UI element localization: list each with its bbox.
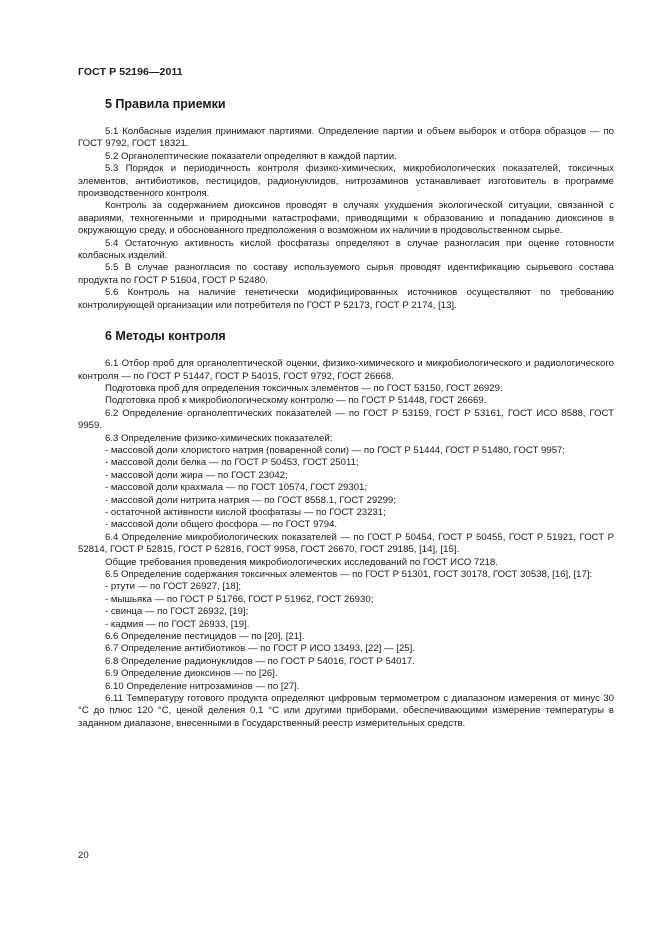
paragraph: 6.8 Определение радионуклидов — по ГОСТ Р 54016, ГОСТ Р 54017. — [105, 655, 415, 667]
list-item: - массовой доли жира — по ГОСТ 23042; — [105, 469, 288, 481]
section-6-heading: 6 Методы контроля — [105, 329, 226, 344]
paragraph: 6.6 Определение пестицидов — по [20], [21]. — [105, 631, 305, 643]
paragraph: Подготовка проб для определения токсичных элементов — по ГОСТ 53150, ГОСТ 26929. — [105, 382, 503, 394]
list-item: - остаточной активности кислой фосфатазы — по ГОСТ 23231; — [105, 506, 386, 518]
paragraph: 6.5 Определение содержания токсичных элементов — по ГОСТ Р 51301, ГОСТ 30178, ГОСТ 30538, [16], [17]: — [105, 569, 593, 580]
paragraph: 5.4 Остаточную активность кислой фосфатазы определяют в случае разногласия при оценке готовности колбасных изделий. — [78, 237, 614, 262]
paragraph: 6.2 Определение органолептических показателей — по ГОСТ Р 53159, ГОСТ Р 53161, ГОСТ ИСО 8588, ГОСТ 9959. — [78, 407, 614, 432]
section-5-heading: 5 Правила приемки — [105, 97, 226, 111]
paragraph: 6.4 Определение микробиологических показателей — по ГОСТ Р 50454, ГОСТ Р 50455, ГОСТ Р 51921, ГОСТ Р 52814, ГОСТ Р 52815, ГОСТ Р 52816, ГОСТ 9958, ГОСТ 26670, ГОСТ 29185, [14], [15]. — [78, 531, 614, 556]
list-item: - массовой доли хлористого натрия (поваренной соли) — по ГОСТ Р 51444, ГОСТ Р 51480, ГОСТ 9957; — [105, 444, 566, 456]
list-item: - ртути — по ГОСТ 26927, [18]; — [105, 581, 242, 593]
paragraph: 6.1 Отбор проб для органолептической оценки, физико-химического и микробиологического и радиологического контроля — по ГОСТ Р 51447, ГОСТ Р 54015, ГОСТ 9792, ГОСТ 26668. — [78, 358, 614, 382]
list-item: - массовой доли белка — по ГОСТ Р 50453, ГОСТ 25011; — [105, 457, 359, 469]
paragraph: 6.3 Определение физико-химических показателей: — [105, 432, 333, 444]
document-body — [78, 96, 614, 730]
paragraph: 5.5 В случае разногласия по составу используемого сырья проводят идентификацию сырьевого состава продукта по ГОСТ Р 51604, ГОСТ Р 52480. — [78, 262, 614, 286]
list-item: - свинца — по ГОСТ 26932, [19]; — [105, 606, 249, 618]
paragraph: 6.7 Определение антибиотиков — по ГОСТ Р ИСО 13493, [22] — [25]. — [105, 643, 415, 655]
paragraph: 6.9 Определение диоксинов — по [26]. — [105, 668, 278, 680]
list-item: - массовой доли крахмала — по ГОСТ 10574, ГОСТ 29301; — [105, 482, 368, 494]
paragraph: Общие требования проведения микробиологических исследований по ГОСТ ИСО 7218. — [105, 556, 498, 568]
list-item: - мышьяка — по ГОСТ Р 51766, ГОСТ Р 51962, ГОСТ 26930; — [105, 593, 374, 605]
paragraph: 5.6 Контроль на наличие генетически модифицированных источников осуществляют по требованию контролирующей организации или потребителя по ГОСТ Р 52173, ГОСТ Р 2174, [13]. — [78, 287, 614, 311]
paragraph: 6.11 Температуру готового продукта определяют цифровым термометром с диапазоном измерения от минус 30 °С до плюс 120 °С, ценой деления 0,1 °С или другими приборами, обеспечивающими измерение температуры в заданном диапазоне, внесенными в Государственный реестр измерительных средств. — [78, 693, 614, 729]
paragraph: 5.1 Колбасные изделия принимают партиями. Определение партии и объем выборок и отбора образцов — по ГОСТ 9792, ГОСТ 18321. — [78, 126, 614, 150]
paragraph: Подготовка проб к микробиологическому контролю — по ГОСТ Р 51448, ГОСТ 26669. — [105, 395, 487, 407]
page-number: 20 — [78, 850, 89, 861]
document-header: ГОСТ Р 52196—2011 — [78, 66, 183, 78]
paragraph: Контроль за содержанием диоксинов проводят в случаях ухудшения экологической ситуации, связанной с авариями, техногенными и природными катастрофами, приводящими к образованию и попаданию диоксинов в окружающую среду, и обоснованного предположения о возможном их наличии в продовольственном сырье. — [78, 200, 614, 237]
list-item: - массовой доли общего фосфора — по ГОСТ 9794. — [105, 519, 338, 531]
list-item: - массовой доли нитрита натрия — по ГОСТ 8558.1, ГОСТ 29299; — [105, 494, 396, 506]
paragraph: 5.2 Органолептические показатели определяют в каждой партии. — [105, 150, 397, 162]
list-item: - кадмия — по ГОСТ 26933, [19]. — [105, 618, 250, 630]
paragraph: 5.3 Порядок и периодичность контроля физико-химических, микробиологических показателей, токсичных элементов, антибиотиков, пестицидов, радионуклидов, нитрозаминов устанавливает изготовитель в программе производственного контроля. — [78, 163, 614, 200]
paragraph: 6.10 Определение нитрозаминов — по [27]. — [105, 680, 300, 692]
